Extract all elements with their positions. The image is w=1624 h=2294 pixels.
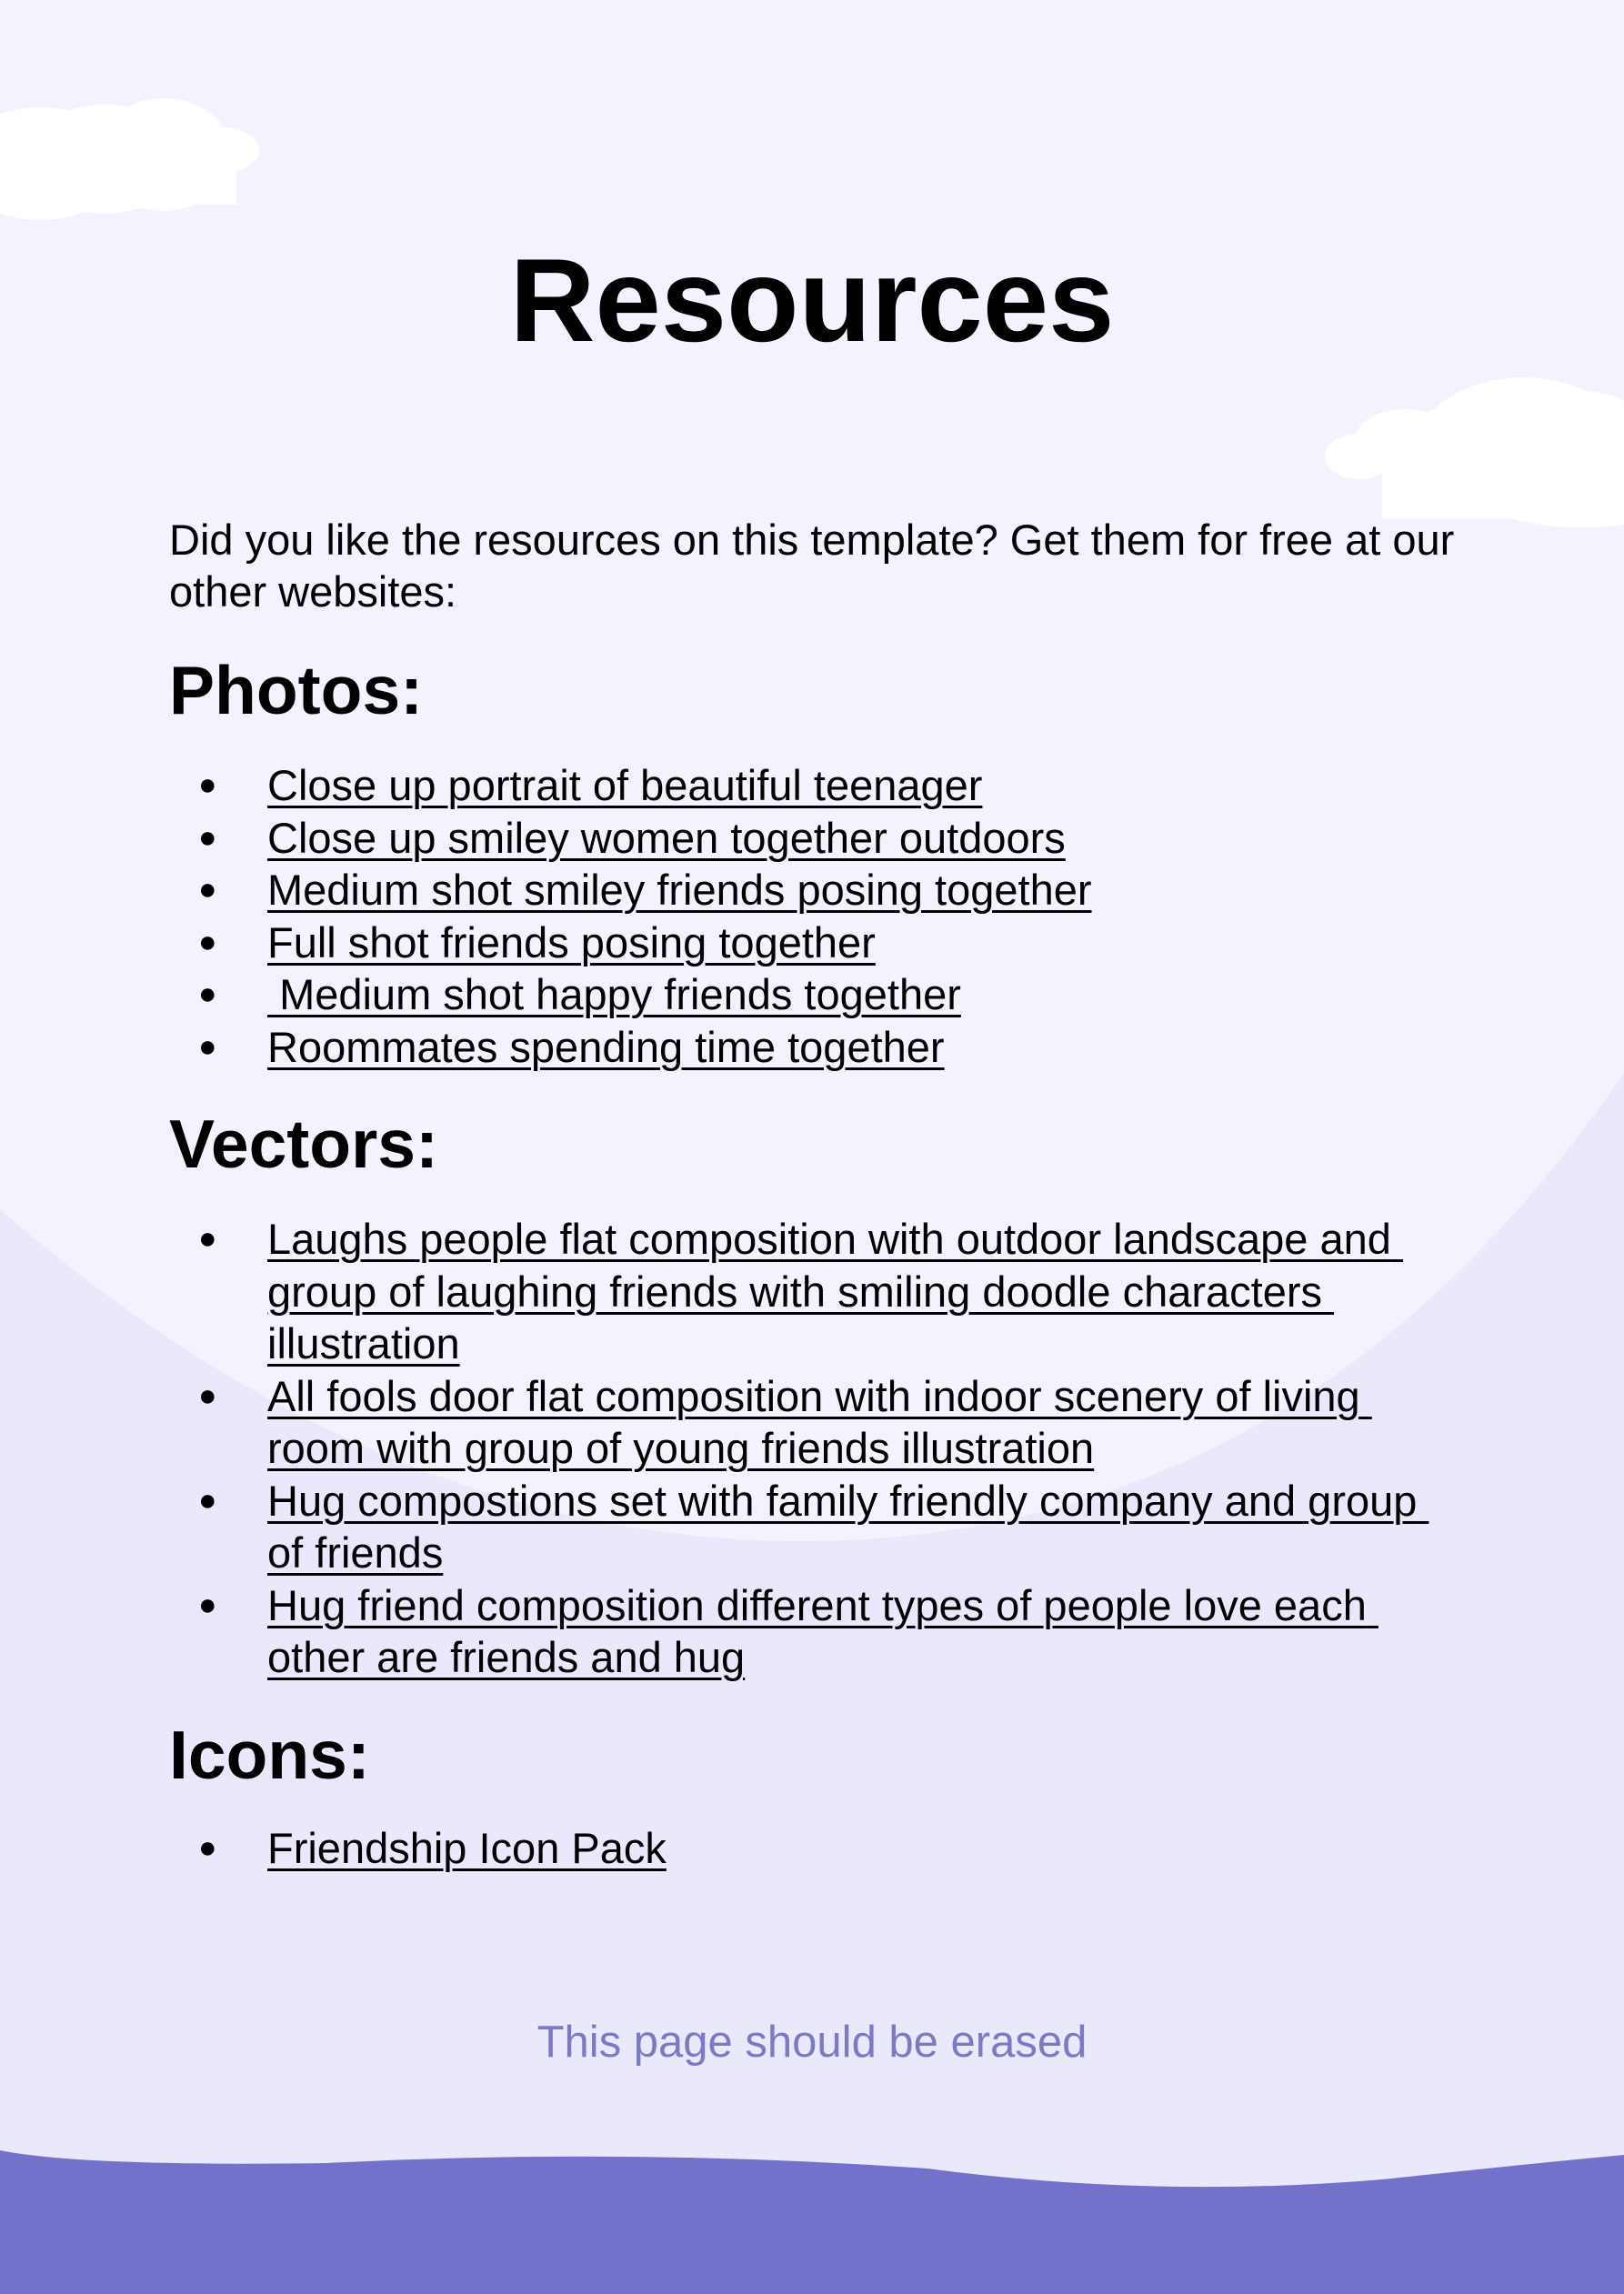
list-item (169, 1475, 1460, 1579)
vector-link-3[interactable]: Hug compostions set with family friendly company and group of friends (267, 1476, 1429, 1577)
icons-heading: Icons: (169, 1717, 370, 1793)
vector-link-4[interactable]: Hug friend composition different types of people love each other are friends and hug (267, 1580, 1378, 1681)
list-item (169, 968, 1460, 1021)
list-item (169, 1213, 1460, 1370)
list-item (169, 1021, 1460, 1074)
page-title: Resources (509, 234, 1115, 366)
footer-note: This page should be erased (536, 2018, 1088, 2067)
list-item (169, 917, 1460, 969)
vectors-heading: Vectors: (169, 1106, 438, 1182)
photo-link-1[interactable]: Close up portrait of beautiful teenager (267, 761, 983, 809)
photo-link-6[interactable]: Roommates spending time together (267, 1022, 945, 1071)
photo-link-2[interactable]: Close up smiley women together outdoors (267, 813, 1066, 862)
photos-heading: Photos: (169, 652, 424, 728)
list-item (169, 864, 1460, 917)
vector-link-1[interactable]: Laughs people flat composition with outdoor landscape and group of laughing friends with smiling doodle characters illustration (267, 1215, 1403, 1367)
list-item (169, 1822, 1460, 1875)
list-item (169, 759, 1460, 812)
list-item (169, 1370, 1460, 1475)
vector-link-2[interactable]: All fools door flat composition with indoor scenery of living room with group of young friends illustration (267, 1371, 1372, 1472)
list-item (169, 812, 1460, 865)
vectors-list (169, 1213, 1460, 1684)
intro-text: Did you like the resources on this template? Get them for free at our other websites: (169, 516, 1455, 616)
icon-pack-link[interactable]: Friendship Icon Pack (267, 1824, 667, 1872)
list-item (169, 1579, 1460, 1684)
photos-list (169, 759, 1460, 1073)
icons-list (169, 1822, 1460, 1875)
photo-link-4[interactable]: Full shot friends posing together (267, 917, 876, 967)
photo-link-3[interactable]: Medium shot smiley friends posing together (267, 866, 1092, 914)
photo-link-5[interactable]: Medium shot happy friends together (267, 970, 961, 1018)
